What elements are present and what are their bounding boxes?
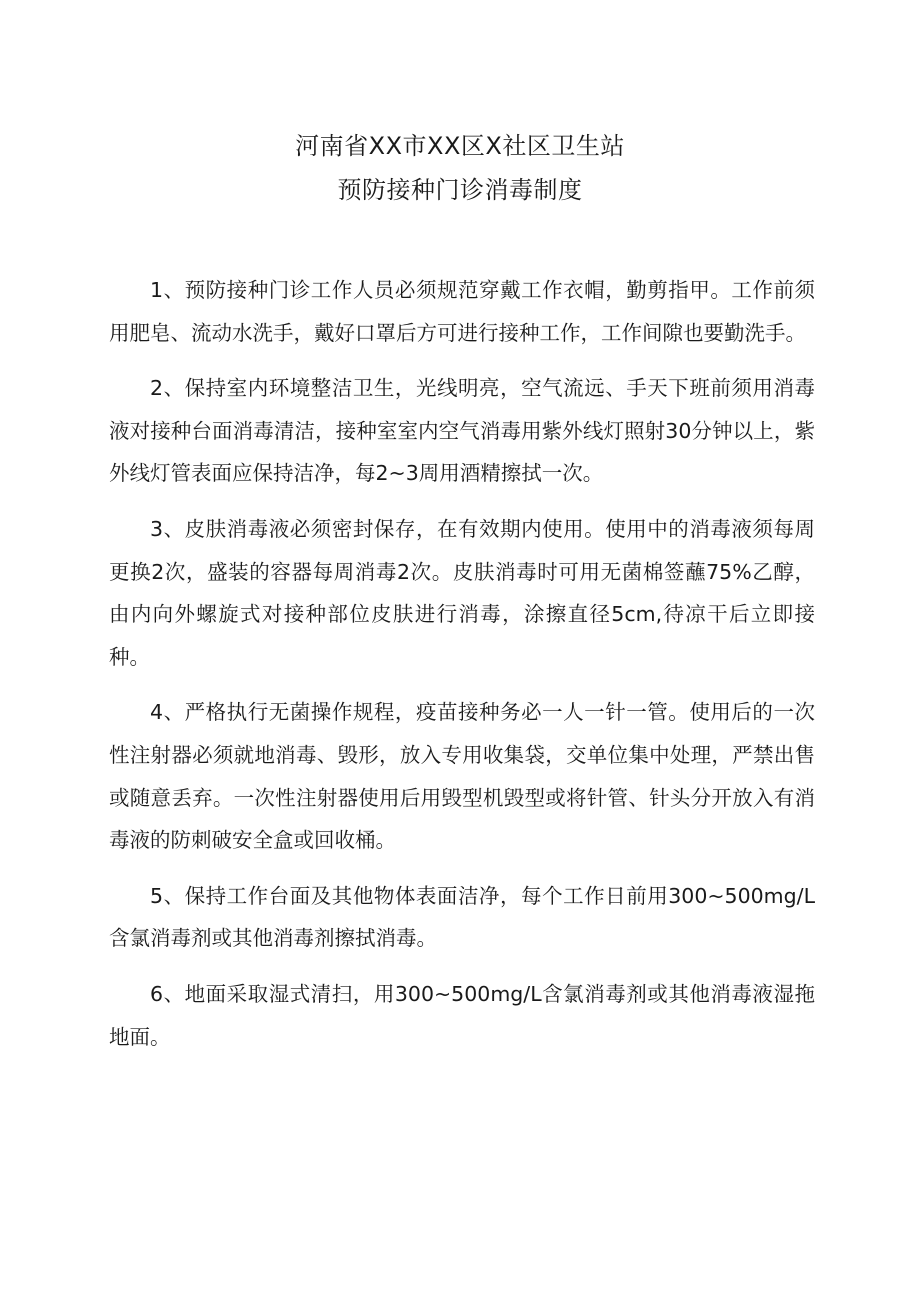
paragraph-3: 3、皮肤消毒液必须密封保存，在有效期内使用。使用中的消毒液须每周更换2次，盛装的容器每周消毒2次。皮肤消毒时可用无菌棉签蘸75%乙醇，由内向外螺旋式对接种部位皮肤进行消毒，涂擦直径5cm,待凉干后立即接种。	[109, 516, 815, 669]
paragraph-2: 2、保持室内环境整洁卫生，光线明亮，空气流远、手天下班前须用消毒液对接种台面消毒清洁，接种室室内空气消毒用紫外线灯照射30分钟以上，紫外线灯管表面应保持洁净，每2~3周用酒精擦拭一次。	[109, 376, 815, 486]
document-title-org: 河南省XX市XX区X社区卫生站	[295, 132, 625, 160]
document-body	[109, 269, 815, 1058]
paragraph-4: 4、严格执行无菌操作规程，疫苗接种务必一人一针一管。使用后的一次性注射器必须就地消毒、毁形，放入专用收集袋，交单位集中处理，严禁出售或随意丢弃。一次性注射器使用后用毁型机毁型或将针管、针头分开放入有消毒液的防刺破安全盒或回收桶。	[109, 700, 815, 853]
paragraph-6: 6、地面采取湿式清扫，用300~500mg/L含氯消毒剂或其他消毒液湿拖地面。	[109, 981, 815, 1049]
document-title: 预防接种门诊消毒制度	[337, 176, 583, 204]
paragraph-5: 5、保持工作台面及其他物体表面洁净，每个工作日前用300~500mg/L含氯消毒剂或其他消毒剂擦拭消毒。	[109, 883, 815, 951]
title-block	[0, 124, 920, 212]
paragraph-1: 1、预防接种门诊工作人员必须规范穿戴工作衣帽，勤剪指甲。工作前须用肥皂、流动水洗手，戴好口罩后方可进行接种工作，工作间隙也要勤洗手。	[109, 278, 815, 345]
